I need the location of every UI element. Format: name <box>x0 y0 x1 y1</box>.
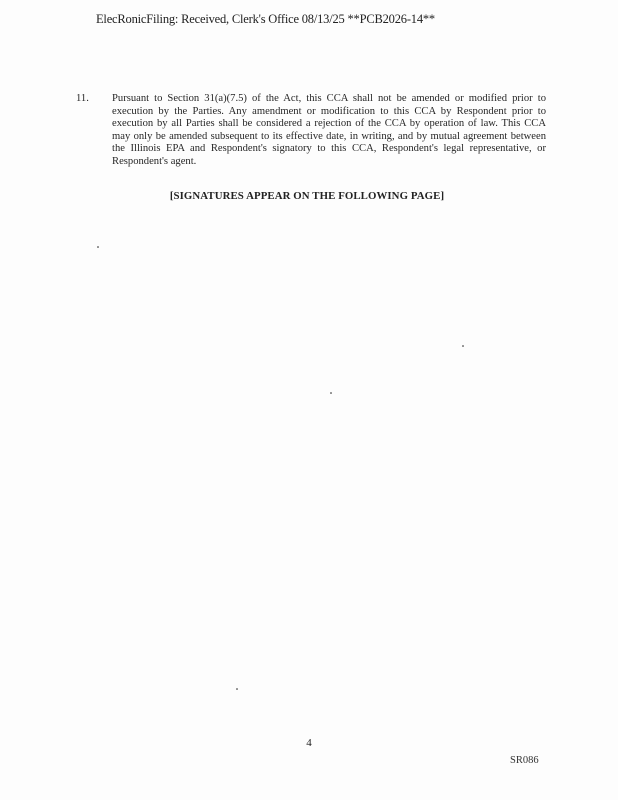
bates-number: SR086 <box>510 755 539 766</box>
paragraph-number: 11. <box>76 93 89 104</box>
signatures-notice <box>0 190 618 202</box>
scan-speck <box>462 345 464 347</box>
scan-speck <box>236 688 238 690</box>
scan-speck <box>97 246 99 248</box>
scan-speck <box>330 392 332 394</box>
paragraph-11 <box>76 93 546 169</box>
page-number: 4 <box>306 737 312 749</box>
filing-stamp: ElecRonicFiling: Received, Clerk's Office 08/13/25 **PCB2026-14** <box>96 12 435 26</box>
signatures-notice-text: [SIGNATURES APPEAR ON THE FOLLOWING PAGE] <box>169 190 445 202</box>
paragraph-text: Pursuant to Section 31(a)(7.5) of the Act, this CCA shall not be amended or modified prior to execution by the Parties. Any amendment or modification to this CCA by Respondent prior to execution by all Parties shall be considered a rejection of the CCA by operation of law. This CCA may only be amended subsequent to its effective date, in writing, and by mutual agreement between the Illinois EPA and Respondent's signatory to this CCA, Respondent's legal representative, or Respondent's agent. <box>112 93 546 167</box>
